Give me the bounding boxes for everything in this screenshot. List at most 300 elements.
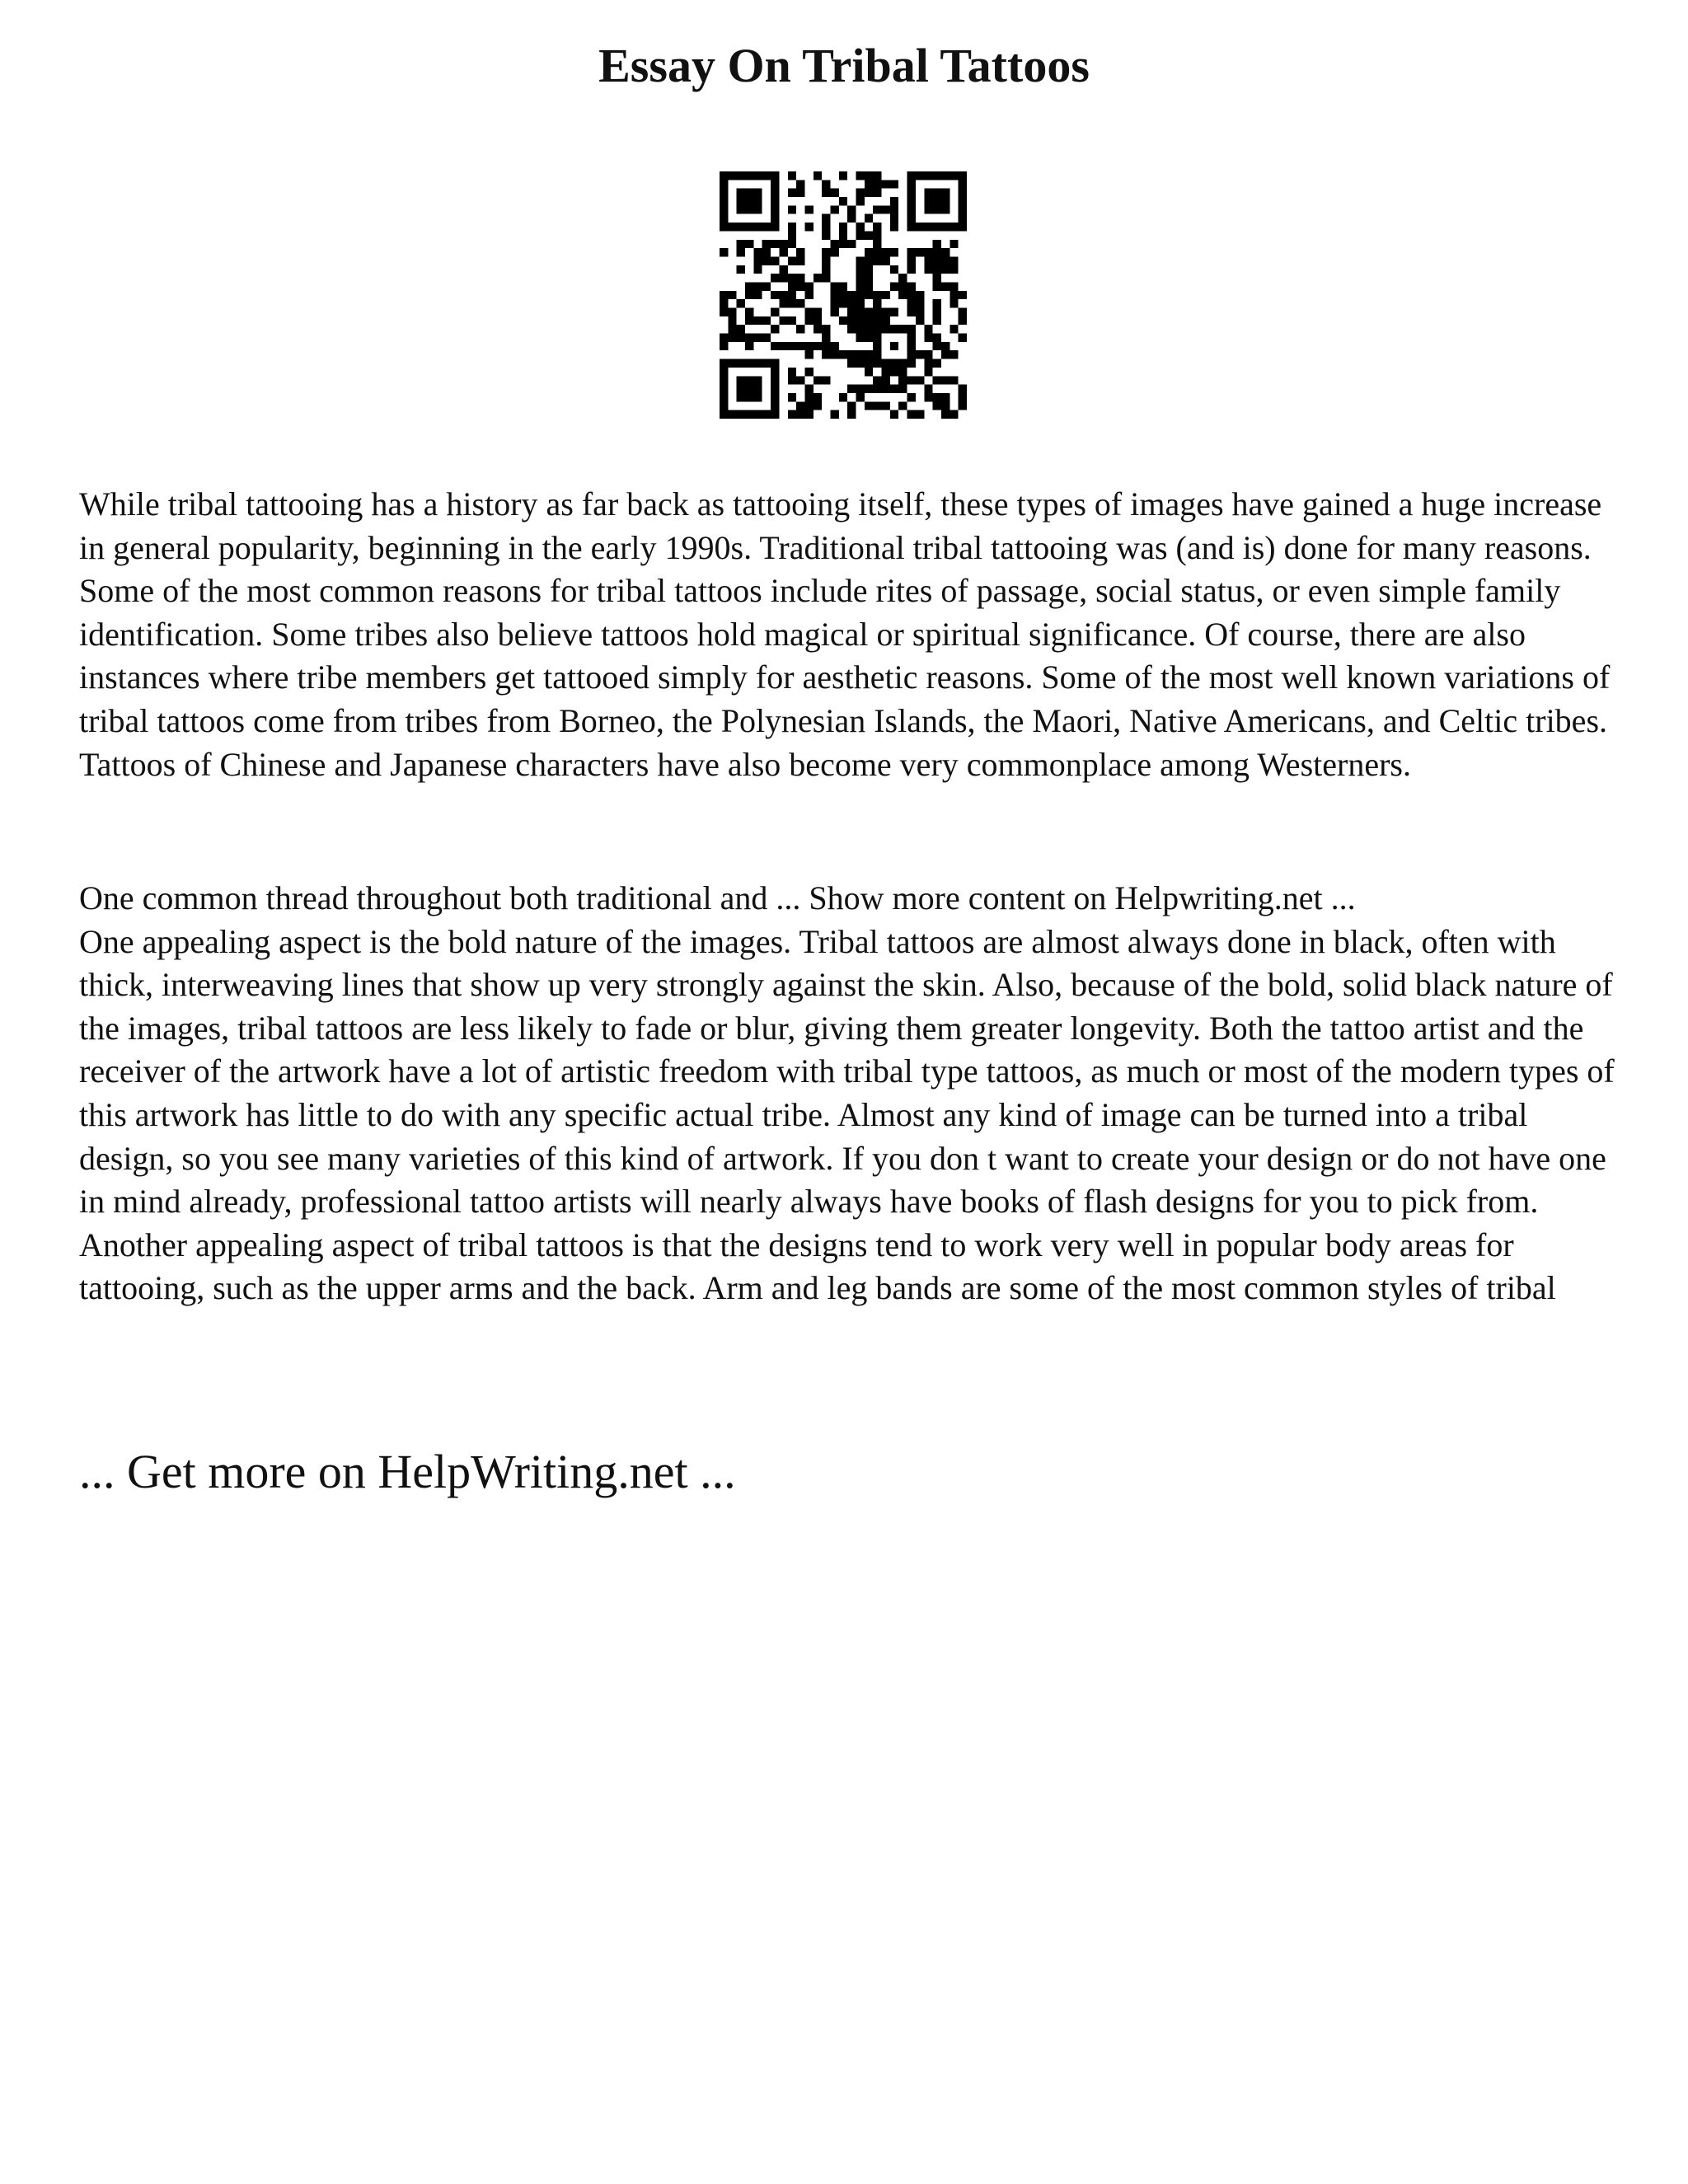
qr-module	[865, 180, 873, 188]
qr-module	[907, 248, 916, 256]
qr-module	[907, 325, 916, 333]
qr-module	[898, 385, 907, 393]
page-title: Essay On Tribal Tattoos	[598, 39, 1090, 92]
qr-module	[959, 197, 967, 205]
qr-module	[822, 248, 830, 256]
qr-module	[865, 214, 873, 223]
qr-module	[847, 359, 856, 368]
qr-module	[720, 223, 728, 231]
qr-module	[737, 299, 745, 307]
qr-module	[959, 205, 967, 213]
qr-module	[890, 359, 898, 368]
qr-module	[933, 223, 941, 231]
qr-module	[933, 401, 941, 410]
qr-module	[865, 171, 873, 180]
qr-module	[762, 256, 771, 265]
qr-module	[839, 197, 847, 205]
qr-module	[771, 171, 779, 180]
qr-module	[865, 291, 873, 299]
qr-module	[865, 248, 873, 256]
qr-module	[822, 350, 830, 359]
qr-module	[916, 316, 924, 325]
qr-module	[720, 291, 728, 299]
qr-module	[882, 385, 890, 393]
qr-module	[933, 197, 941, 205]
qr-module	[882, 325, 890, 333]
qr-module	[890, 265, 898, 274]
qr-module	[830, 205, 838, 213]
qr-module	[907, 205, 916, 213]
qr-module	[933, 282, 941, 290]
qr-module	[847, 316, 856, 325]
qr-module	[728, 334, 736, 342]
qr-module	[804, 223, 813, 231]
qr-module	[907, 334, 916, 342]
qr-module	[796, 299, 804, 307]
qr-module	[941, 223, 950, 231]
qr-module	[847, 410, 856, 419]
qr-module	[907, 359, 916, 368]
qr-module	[788, 393, 796, 401]
qr-module	[907, 342, 916, 350]
qr-module	[737, 223, 745, 231]
qr-module	[933, 265, 941, 274]
qr-module	[788, 205, 796, 213]
qr-module	[822, 325, 830, 333]
qr-module	[745, 385, 753, 393]
qr-module	[822, 274, 830, 282]
qr-module	[745, 189, 753, 197]
qr-module	[933, 393, 941, 401]
qr-module	[771, 342, 779, 350]
qr-module	[847, 385, 856, 393]
qr-module	[762, 334, 771, 342]
qr-module	[950, 171, 958, 180]
qr-module	[933, 376, 941, 384]
qr-module	[941, 350, 950, 359]
qr-module	[788, 342, 796, 350]
qr-module	[839, 171, 847, 180]
qr-module	[924, 393, 932, 401]
qr-module	[865, 282, 873, 290]
qr-module	[882, 401, 890, 410]
qr-module	[865, 401, 873, 410]
qr-module	[916, 299, 924, 307]
qr-module	[753, 171, 762, 180]
qr-module	[779, 248, 787, 256]
qr-module	[788, 299, 796, 307]
qr-module	[771, 205, 779, 213]
qr-module	[737, 240, 745, 248]
qr-module	[779, 274, 787, 282]
qr-module	[788, 368, 796, 376]
qr-module	[822, 231, 830, 239]
qr-module	[907, 393, 916, 401]
qr-module	[856, 265, 865, 274]
qr-module	[907, 410, 916, 419]
qr-module	[796, 342, 804, 350]
qr-module	[890, 368, 898, 376]
qr-module	[753, 189, 762, 197]
qr-module	[804, 368, 813, 376]
qr-module	[728, 316, 736, 325]
qr-module	[907, 256, 916, 265]
qr-module	[882, 316, 890, 325]
qr-module	[788, 410, 796, 419]
qr-module	[865, 265, 873, 274]
qr-module	[804, 308, 813, 316]
qr-module	[856, 189, 865, 197]
qr-module	[898, 368, 907, 376]
qr-module	[933, 359, 941, 368]
qr-module	[753, 410, 762, 419]
qr-module	[720, 171, 728, 180]
qr-module	[847, 205, 856, 213]
qr-module	[771, 308, 779, 316]
qr-module	[856, 385, 865, 393]
qr-module	[728, 359, 736, 368]
qr-module	[737, 205, 745, 213]
qr-module	[822, 265, 830, 274]
qr-module	[720, 308, 728, 316]
qr-module	[745, 410, 753, 419]
qr-module	[745, 359, 753, 368]
qr-module	[822, 189, 830, 197]
qr-module	[814, 308, 822, 316]
qr-module	[941, 393, 950, 401]
qr-module	[720, 205, 728, 213]
qr-module	[916, 376, 924, 384]
qr-module	[745, 342, 753, 350]
qr-module	[873, 325, 881, 333]
qr-module	[804, 350, 813, 359]
qr-module	[873, 316, 881, 325]
qr-module	[839, 282, 847, 290]
qr-module	[924, 189, 932, 197]
paragraph-intro: While tribal tattooing has a history as far back as tattooing itself, these types of images have gained a huge increase in general popularity, beginning in the early 1990s. Traditional tribal tattooing was (and is) done for many reasons. Some of the most common reasons for tribal tattoos include rites of passage, social status, or even simple family identification. Some tribes also believe tattoos hold magical or spiritual significance. Of course, there are also instances where tribe members get tattooed simply for aesthetic reasons. Some of the most well known variations of tribal tattoos come from tribes from Borneo, the Polynesian Islands, the Maori, Native Americans, and Celtic tribes. Tattoos of Chinese and Japanese characters have also become very commonplace among Westerners.	[79, 485, 1611, 783]
qr-module	[720, 299, 728, 307]
qr-module	[924, 350, 932, 359]
qr-module	[890, 248, 898, 256]
qr-module	[804, 393, 813, 401]
qr-module	[882, 248, 890, 256]
qr-module	[959, 291, 967, 299]
qr-module	[720, 214, 728, 223]
qr-module	[771, 368, 779, 376]
qr-module	[762, 316, 771, 325]
qr-module	[737, 197, 745, 205]
qr-module	[804, 401, 813, 410]
qr-module	[873, 385, 881, 393]
qr-module	[898, 282, 907, 290]
qr-module	[839, 240, 847, 248]
qr-module	[882, 291, 890, 299]
qr-module	[804, 410, 813, 419]
qr-module	[822, 256, 830, 265]
qr-module	[865, 316, 873, 325]
qr-module	[728, 223, 736, 231]
qr-module	[941, 189, 950, 197]
qr-module	[830, 299, 838, 307]
qr-module	[856, 334, 865, 342]
qr-module	[796, 376, 804, 384]
qr-module	[771, 410, 779, 419]
qr-module	[847, 240, 856, 248]
qr-module	[830, 240, 838, 248]
qr-module	[950, 223, 958, 231]
qr-module	[839, 231, 847, 239]
qr-module	[745, 282, 753, 290]
qr-module	[916, 350, 924, 359]
qr-module	[856, 291, 865, 299]
qr-module	[959, 393, 967, 401]
qr-module	[916, 223, 924, 231]
qr-module	[753, 256, 762, 265]
qr-module	[873, 205, 881, 213]
qr-module	[720, 401, 728, 410]
qr-module	[950, 376, 958, 384]
qr-module	[959, 180, 967, 188]
qr-module	[907, 214, 916, 223]
qr-module	[839, 223, 847, 231]
qr-module	[814, 325, 822, 333]
qr-module	[737, 171, 745, 180]
qr-module	[907, 265, 916, 274]
qr-module	[856, 256, 865, 265]
qr-module	[822, 214, 830, 223]
qr-module	[856, 197, 865, 205]
qr-module	[959, 171, 967, 180]
qr-module	[822, 180, 830, 188]
qr-module	[737, 325, 745, 333]
qr-module	[924, 223, 932, 231]
qr-module	[950, 282, 958, 290]
qr-module	[933, 240, 941, 248]
qr-module	[890, 197, 898, 205]
qr-module	[745, 171, 753, 180]
qr-module	[933, 334, 941, 342]
qr-module	[933, 171, 941, 180]
qr-module	[762, 359, 771, 368]
qr-module	[941, 282, 950, 290]
qr-module	[959, 334, 967, 342]
qr-module	[771, 376, 779, 384]
qr-module	[847, 214, 856, 223]
qr-module	[796, 401, 804, 410]
qr-module	[873, 308, 881, 316]
qr-module	[839, 350, 847, 359]
qr-module	[779, 342, 787, 350]
qr-module	[720, 342, 728, 350]
qr-module	[753, 334, 762, 342]
qr-module	[898, 274, 907, 282]
qr-module	[779, 291, 787, 299]
qr-module	[814, 342, 822, 350]
qr-module	[865, 350, 873, 359]
qr-module	[728, 325, 736, 333]
qr-module	[924, 197, 932, 205]
qr-module	[720, 368, 728, 376]
paragraph-second-body: One appealing aspect is the bold nature of the images. Tribal tattoos are almost always done in black, often with thick, interweaving lines that show up very strongly against the skin. Also, because of the bold, solid black nature of the images, tribal tattoos are less likely to fade or blur, giving them greater longevity. Both the tattoo artist and the receiver of the artwork have a lot of artistic freedom with tribal type tattoos, as much or most of the modern types of this artwork has little to do with any specific actual tribe. Almost any kind of image can be turned into a tribal design, so you see many varieties of this kind of artwork. If you don t want to create your design or do not have one in mind already, professional tattoo artists will nearly always have books of flash designs for you to pick from. Another appealing aspect of tribal tattoos is that the designs tend to work very well in popular body areas for tattooing, such as the upper arms and the back. Arm and leg bands are some of the most common styles of tribal	[79, 922, 1615, 1307]
qr-module	[856, 299, 865, 307]
qr-module	[779, 240, 787, 248]
qr-module	[796, 180, 804, 188]
qr-module	[771, 214, 779, 223]
qr-module	[959, 214, 967, 223]
qr-module	[745, 393, 753, 401]
qr-module	[771, 325, 779, 333]
qr-module	[916, 171, 924, 180]
qr-module	[873, 180, 881, 188]
qr-module	[959, 316, 967, 325]
qr-module	[796, 256, 804, 265]
qr-module	[865, 334, 873, 342]
qr-module	[771, 393, 779, 401]
qr-module	[907, 308, 916, 316]
qr-module	[873, 376, 881, 384]
qr-module	[830, 248, 838, 256]
qr-module	[771, 197, 779, 205]
qr-module	[737, 248, 745, 256]
qr-module	[847, 299, 856, 307]
qr-module	[771, 256, 779, 265]
qr-module	[720, 410, 728, 419]
qr-module	[856, 393, 865, 401]
qr-module	[737, 393, 745, 401]
qr-module	[830, 291, 838, 299]
qr-module	[950, 410, 958, 419]
qr-module	[873, 189, 881, 197]
qr-module	[924, 385, 932, 393]
qr-module	[890, 342, 898, 350]
qr-module	[737, 265, 745, 274]
qr-module	[898, 359, 907, 368]
qr-module	[753, 316, 762, 325]
qr-module	[882, 308, 890, 316]
qr-module	[839, 316, 847, 325]
qr-module	[830, 342, 838, 350]
qr-module	[890, 223, 898, 231]
qr-module	[737, 385, 745, 393]
qr-module	[865, 325, 873, 333]
qr-module	[907, 376, 916, 384]
qr-module	[847, 291, 856, 299]
qr-module	[959, 385, 967, 393]
qr-module	[745, 223, 753, 231]
qr-module	[720, 376, 728, 384]
qr-module	[950, 265, 958, 274]
qr-module	[720, 248, 728, 256]
qr-module	[804, 205, 813, 213]
qr-module	[865, 385, 873, 393]
qr-module	[830, 189, 838, 197]
qr-module	[737, 376, 745, 384]
qr-module	[933, 256, 941, 265]
qr-module	[753, 393, 762, 401]
qr-module	[804, 342, 813, 350]
qr-module	[771, 291, 779, 299]
qr-module	[720, 180, 728, 188]
qr-module	[720, 197, 728, 205]
qr-module	[890, 325, 898, 333]
qr-module	[856, 274, 865, 282]
qr-module	[941, 376, 950, 384]
qr-module	[916, 410, 924, 419]
qr-module	[762, 282, 771, 290]
qr-module	[753, 376, 762, 384]
qr-module	[720, 393, 728, 401]
qr-module	[771, 274, 779, 282]
qr-module	[822, 334, 830, 342]
get-more-link[interactable]: ... Get more on HelpWriting.net ...	[79, 1445, 736, 1498]
qr-module	[882, 205, 890, 213]
qr-module	[771, 240, 779, 248]
qr-module	[933, 205, 941, 213]
qr-module	[839, 393, 847, 401]
qr-module	[873, 171, 881, 180]
qr-module	[950, 299, 958, 307]
qr-module	[737, 334, 745, 342]
qr-module	[804, 385, 813, 393]
qr-module	[745, 334, 753, 342]
qr-module	[753, 205, 762, 213]
qr-module	[788, 274, 796, 282]
qr-module	[788, 316, 796, 325]
qr-module	[941, 265, 950, 274]
qr-module	[865, 231, 873, 239]
qr-module	[788, 282, 796, 290]
qr-module	[950, 350, 958, 359]
qr-module	[745, 376, 753, 384]
qr-module	[856, 282, 865, 290]
qr-module	[728, 308, 736, 316]
qr-module	[771, 180, 779, 188]
qr-module	[737, 359, 745, 368]
qr-module	[804, 282, 813, 290]
qr-module	[796, 248, 804, 256]
qr-module	[804, 316, 813, 325]
qr-module	[796, 325, 804, 333]
qr-module	[916, 248, 924, 256]
qr-module	[873, 401, 881, 410]
qr-module	[788, 223, 796, 231]
qr-module	[924, 171, 932, 180]
qr-module	[745, 240, 753, 248]
qr-module	[933, 248, 941, 256]
qr-module	[814, 316, 822, 325]
qr-module	[941, 410, 950, 419]
qr-module	[890, 205, 898, 213]
qr-module	[924, 248, 932, 256]
qr-module	[873, 248, 881, 256]
qr-module	[898, 376, 907, 384]
qr-module	[779, 265, 787, 274]
qr-module	[804, 291, 813, 299]
qr-module	[873, 231, 881, 239]
qr-module	[788, 291, 796, 299]
qr-module	[762, 171, 771, 180]
qr-module	[753, 197, 762, 205]
qr-module	[933, 342, 941, 350]
qr-module	[873, 342, 881, 350]
qr-module	[941, 401, 950, 410]
qr-module	[856, 316, 865, 325]
qr-module	[924, 265, 932, 274]
qr-module	[941, 197, 950, 205]
qr-module	[941, 248, 950, 256]
qr-module	[737, 410, 745, 419]
qr-module	[771, 401, 779, 410]
